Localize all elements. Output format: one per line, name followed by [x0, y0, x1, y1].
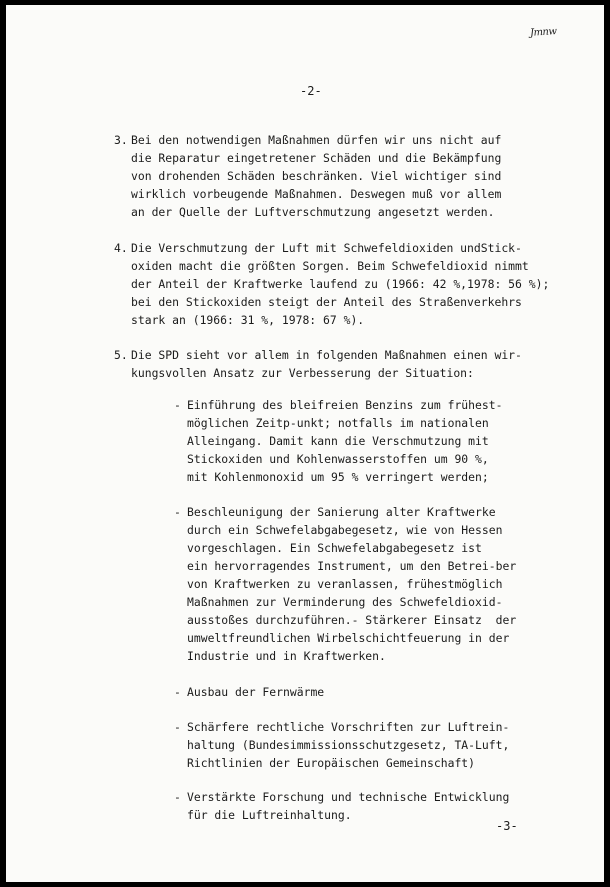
item-text-line: bei den Stickoxiden steigt der Anteil des Straßenverkehrs: [131, 295, 522, 309]
bullet-text-line: Maßnahmen zur Verminderung des Schwefeldioxid-: [187, 595, 503, 609]
bullet-text-line: vorgeschlagen. Ein Schwefelabgabegesetz ist: [187, 541, 482, 555]
item-text-line: wirklich vorbeugende Maßnahmen. Deswegen muß vor allem: [131, 187, 502, 201]
item-text-line: Bei den notwendigen Maßnahmen dürfen wir uns nicht auf: [131, 133, 502, 147]
bullet-text-line: Alleingang. Damit kann die Verschmutzung mit: [187, 434, 489, 448]
bullet-dash: -: [174, 790, 181, 804]
bullet-dash: -: [174, 505, 181, 519]
item-text-line: von drohenden Schäden beschränken. Viel wichtiger sind: [131, 169, 502, 183]
bullet-text-line: Industrie und in Kraftwerken.: [187, 649, 386, 663]
bullet-text-line: für die Luftreinhaltung.: [187, 808, 352, 822]
bullet-text-line: umweltfreundlichen Wirbelschichtfeuerung in der: [187, 631, 510, 645]
bullet-text-line: Richtlinien der Europäischen Gemeinschaft): [187, 756, 476, 770]
item-text-line: die Reparatur eingetretener Schäden und die Bekämpfung: [131, 151, 502, 165]
document-page: [6, 5, 604, 882]
bullet-text-line: ausstoßes durchzuführen.- Stärkerer Einsatz der: [187, 613, 517, 627]
item-number: 4.: [114, 241, 128, 255]
bullet-dash: -: [174, 685, 181, 699]
bullet-text-line: möglichen Zeitp-unkt; notfalls im nationalen: [187, 416, 489, 430]
bullet-text-line: mit Kohlenmonoxid um 95 % verringert werden;: [187, 470, 489, 484]
item-text-line: Die SPD sieht vor allem in folgenden Maßnahmen einen wir-: [131, 348, 522, 362]
bullet-text-line: durch ein Schwefelabgabegesetz, wie von Hessen: [187, 523, 503, 537]
bullet-text-line: Verstärkte Forschung und technische Entwicklung: [187, 790, 510, 804]
item-text-line: kungsvollen Ansatz zur Verbesserung der Situation:: [131, 366, 474, 380]
item-text-line: an der Quelle der Luftverschmutzung angesetzt werden.: [131, 205, 495, 219]
item-text-line: oxiden macht die größten Sorgen. Beim Schwefeldioxid nimmt: [131, 259, 529, 273]
bullet-text-line: Schärfere rechtliche Vorschriften zur Luftrein-: [187, 720, 510, 734]
item-text-line: der Anteil der Kraftwerke laufend zu (1966: 42 %,1978: 56 %);: [131, 277, 550, 291]
bullet-text-line: haltung (Bundesimmissionsschutzgesetz, TA-Luft,: [187, 738, 510, 752]
item-text-line: Die Verschmutzung der Luft mit Schwefeldioxiden undStick-: [131, 241, 522, 255]
bullet-dash: -: [174, 398, 181, 412]
bullet-text-line: Ausbau der Fernwärme: [187, 685, 325, 699]
bullet-text-line: Stickoxiden und Kohlenwasserstoffen um 90 %,: [187, 452, 489, 466]
page-number: -2-: [300, 84, 322, 98]
next-page-marker: -3-: [496, 819, 518, 833]
item-number: 3.: [114, 133, 128, 147]
item-number: 5.: [114, 348, 128, 362]
bullet-text-line: Einführung des bleifreien Benzins zum frühest-: [187, 398, 503, 412]
bullet-text-line: ein hervorragendes Instrument, um den Betrei-ber: [187, 559, 517, 573]
item-text-line: stark an (1966: 31 %, 1978: 67 %).: [131, 313, 365, 327]
bullet-dash: -: [174, 720, 181, 734]
handwritten-signature: Jmnw: [529, 26, 557, 39]
bullet-text-line: von Kraftwerken zu veranlassen, frühestmöglich: [187, 577, 503, 591]
bullet-text-line: Beschleunigung der Sanierung alter Kraftwerke: [187, 505, 496, 519]
